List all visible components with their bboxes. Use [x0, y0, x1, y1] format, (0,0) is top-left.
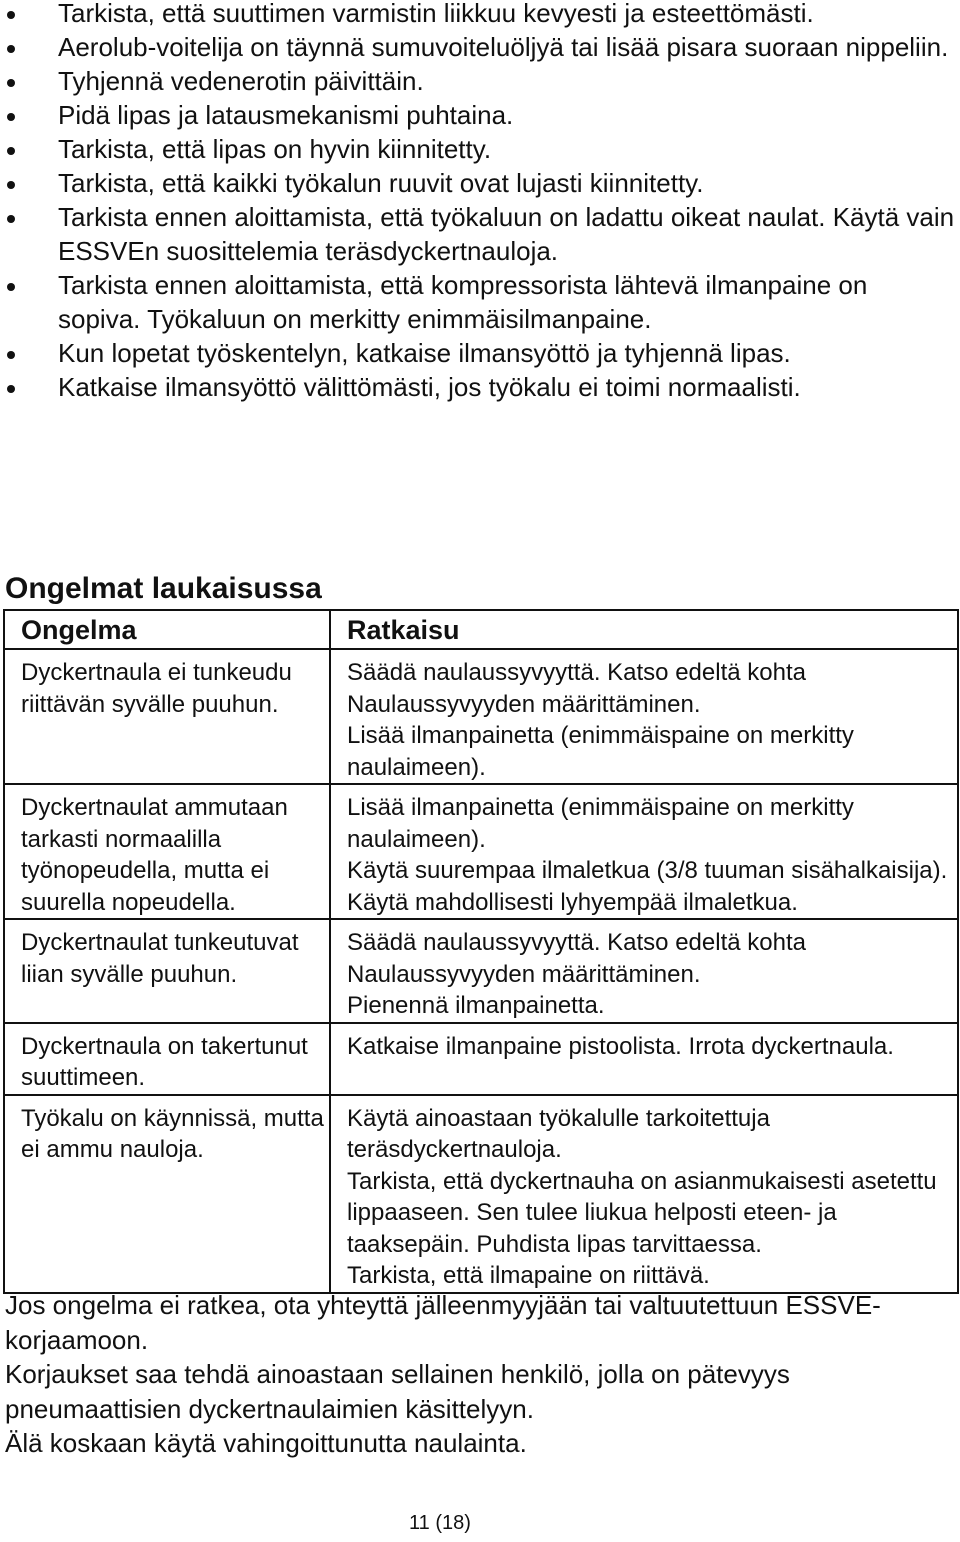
section-title: Ongelmat laukaisussa	[5, 572, 322, 605]
list-item-text: Pidä lipas ja latausmekanismi puhtaina.	[58, 100, 514, 130]
bullet-icon	[7, 113, 15, 121]
list-item	[0, 98, 955, 132]
list-item-text: Tarkista, että kaikki työkalun ruuvit ovat lujasti kiinnitetty.	[58, 168, 704, 198]
maintenance-checklist	[0, 0, 955, 404]
solution-text: Lisää ilmanpainetta (enimmäispaine on merkitty naulaimeen).	[347, 794, 854, 853]
list-item	[0, 166, 955, 200]
solution-cell	[330, 649, 958, 784]
bullet-icon	[7, 147, 15, 155]
list-item-text: Katkaise ilmansyöttö välittömästi, jos työkalu ei toimi normaalisti.	[58, 372, 801, 402]
problem-cell: Dyckertnaulat tunkeutuvat liian syvälle puuhun.	[4, 919, 330, 1023]
list-item	[0, 132, 955, 166]
solution-text: Tarkista, että ilmapaine on riittävä.	[347, 1262, 710, 1289]
list-item	[0, 268, 955, 336]
solution-text: Säädä naulaussyvyyttä. Katso edeltä kohta Naulaussyvyyden määrittäminen.	[347, 929, 806, 988]
list-item	[0, 30, 955, 64]
list-item-text: Aerolub-voitelija on täynnä sumuvoiteluöljyä tai lisää pisara suoraan nippeliin.	[58, 32, 949, 62]
bullet-icon	[7, 45, 15, 53]
list-item-text: Tarkista, että lipas on hyvin kiinnitetty.	[58, 134, 492, 164]
problem-cell: Dyckertnaula ei tunkeudu riittävän syvälle puuhun.	[4, 649, 330, 784]
column-header-solution: Ratkaisu	[330, 610, 958, 649]
bullet-icon	[7, 283, 15, 291]
solution-cell	[330, 919, 958, 1023]
problem-cell: Dyckertnaula on takertunut suuttimeen.	[4, 1023, 330, 1095]
list-item	[0, 200, 955, 268]
bullet-icon	[7, 351, 15, 359]
column-header-problem: Ongelma	[4, 610, 330, 649]
paragraph: Korjaukset saa tehdä ainoastaan sellainen henkilö, jolla on pätevyys pneumaattisien dyckertnaulaimien käsittelyyn.	[5, 1359, 790, 1424]
solution-text: Pienennä ilmanpainetta.	[347, 992, 605, 1019]
table-header-row	[4, 610, 958, 649]
list-item	[0, 336, 955, 370]
solution-cell	[330, 1023, 958, 1095]
solution-text: Käytä suurempaa ilmaletkua (3/8 tuuman sisähalkaisija).	[347, 857, 948, 884]
solution-text: Käytä mahdollisesti lyhyempää ilmaletkua.	[347, 888, 798, 916]
bullet-icon	[7, 385, 15, 393]
table-row	[4, 1095, 958, 1293]
table-row	[4, 919, 958, 1023]
solution-text: Tarkista, että dyckertnauha on asianmukaisesti asetettu lippaaseen. Sen tulee liukua helposti eteen- ja taaksepäin. Puhdista lipas tarvittaessa.	[347, 1167, 937, 1258]
list-item	[0, 64, 955, 98]
table-row	[4, 784, 958, 919]
problem-cell: Työkalu on käynnissä, mutta ei ammu nauloja.	[4, 1095, 330, 1293]
table-row	[4, 649, 958, 784]
solution-text: Katkaise ilmanpaine pistoolista. Irrota dyckertnaula.	[347, 1032, 894, 1060]
problem-cell: Dyckertnaulat ammutaan tarkasti normaalilla työnopeudella, mutta ei suurella nopeudella.	[4, 784, 330, 919]
bullet-icon	[7, 79, 15, 87]
list-item-text: Tarkista, että suuttimen varmistin liikkuu kevyesti ja esteettömästi.	[58, 0, 814, 28]
solution-text: Käytä ainoastaan työkalulle tarkoitettuja teräsdyckertnauloja.	[347, 1104, 770, 1163]
solution-cell	[330, 784, 958, 919]
list-item-text: Kun lopetat työskentelyn, katkaise ilmansyöttö ja tyhjennä lipas.	[58, 338, 791, 368]
closing-notes	[5, 1288, 955, 1461]
solution-text: Säädä naulaussyvyyttä. Katso edeltä kohta Naulaussyvyyden määrittäminen.	[347, 659, 806, 718]
table-row	[4, 1023, 958, 1095]
bullet-icon	[7, 11, 15, 19]
list-item-text: Tarkista ennen aloittamista, että kompressorista lähtevä ilmanpaine on sopiva. Työkaluun on merkitty enimmäisilmanpaine.	[58, 270, 868, 334]
list-item	[0, 0, 955, 30]
solution-text: Lisää ilmanpainetta (enimmäispaine on merkitty naulaimeen).	[347, 722, 854, 781]
bullet-icon	[7, 181, 15, 189]
solution-cell	[330, 1095, 958, 1293]
list-item-text: Tarkista ennen aloittamista, että työkaluun on ladattu oikeat naulat. Käytä vain ESSVEn suosittelemia teräsdyckertnauloja.	[58, 202, 955, 266]
list-item-text: Tyhjennä vedenerotin päivittäin.	[58, 66, 424, 96]
troubleshooting-table	[3, 609, 959, 1294]
list-item	[0, 370, 955, 404]
paragraph: Älä koskaan käytä vahingoittunutta naulainta.	[5, 1428, 527, 1458]
page-number: 11 (18)	[409, 1512, 471, 1534]
bullet-icon	[7, 215, 15, 223]
paragraph: Jos ongelma ei ratkea, ota yhteyttä jälleenmyyjään tai valtuutettuun ESSVE-korjaamoon.	[5, 1290, 881, 1355]
